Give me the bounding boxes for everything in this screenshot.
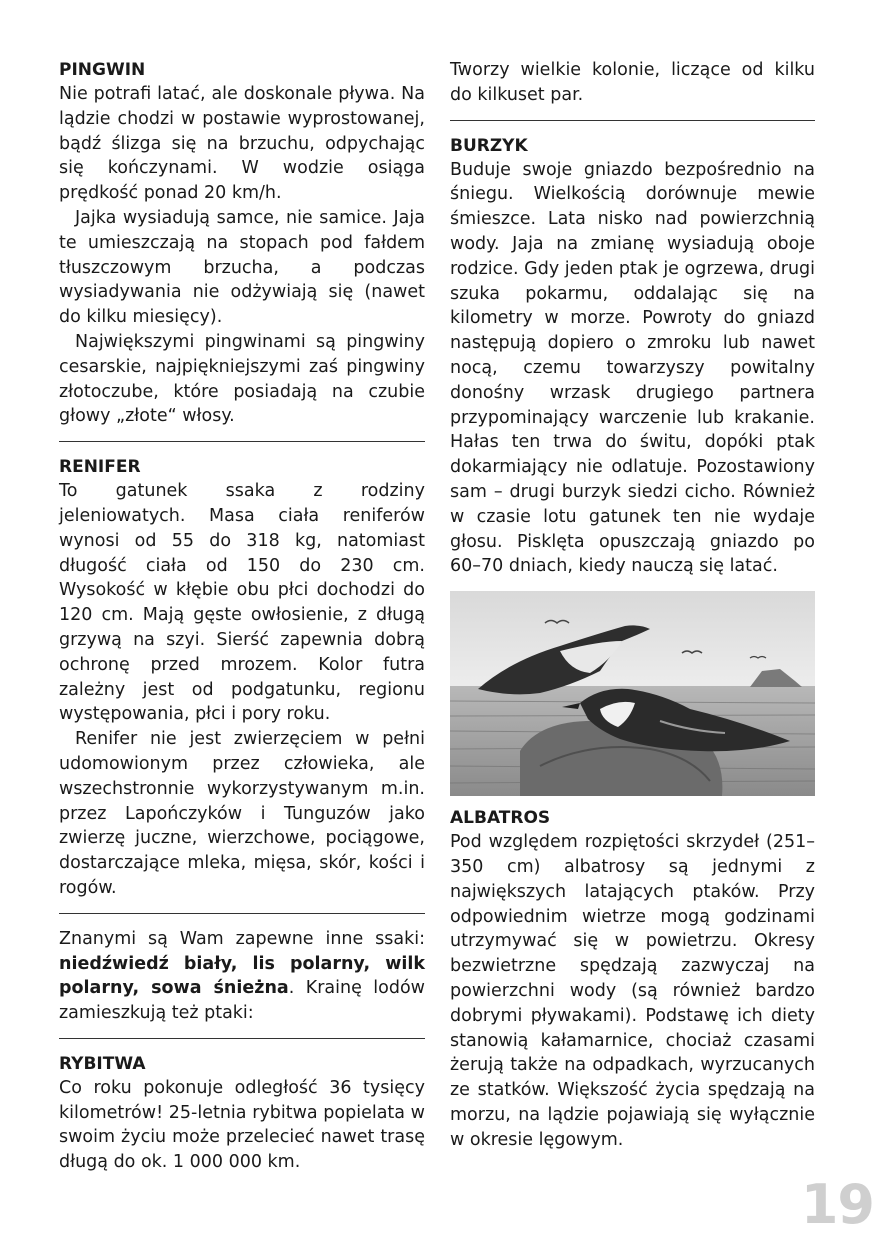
albatros-paragraph-1: Pod względem rozpiętości skrzydeł (251–350 cm) albatrosy są jednymi z największych latających ptaków. Przy odpowiednim wietrze mogą godzinami utrzymywać się w powietrzu. Okresy bezwietrzne spędzają zazwyczaj na powierzchni wody (są również bardzo dobrymi pływakami). Podstawę ich diety stanowią kałamarnice, chociaż czasami żerują także na odpadkach, wyrzucanych ze statków. Większość życia spędzają na morzu, na lądzie pojawiają się wyłącznie w okresie lęgowym.	[450, 832, 815, 1150]
shearwater-illustration	[450, 591, 815, 796]
burzyk-heading: BURZYK	[450, 135, 528, 156]
rybitwa-continuation: Tworzy wielkie kolonie, liczące od kilku do kilkuset par.	[450, 60, 815, 105]
rybitwa-paragraph-1: Co roku pokonuje odległość 36 tysięcy kilometrów! 25-letnia rybitwa popielata w swoim życiu może przelecieć nawet trasę długą do ok. 1 000 000 km.	[59, 1077, 425, 1173]
section-divider	[59, 913, 425, 914]
pingwin-paragraph-1: Nie potrafi latać, ale doskonale pływa. Na lądzie chodzi w postawie wyprostowanej, bądź ślizga się na brzuchu, odpychając się kończynami. W wodzie osiąga prędkość ponad 20 km/h.	[59, 84, 425, 204]
burzyk-paragraph-1: Buduje swoje gniazdo bezpośrednio na śniegu. Wielkością dorównuje mewie śmieszce. Lata nisko nad powierzchnią wody. Jaja na zmianę wysiadują oboje rodzice. Gdy jeden ptak je ogrzewa, drugi szuka pokarmu, oddalając się na kilometry w morze. Powroty do gniazd następują dopiero o zmroku lub nawet nocą, czemu towarzyszy powitalny donośny wrzask drugiego partnera przypominający warczenie lub krakanie. Hałas ten trwa do świtu, dopóki ptak dokarmiający nie odlatuje. Pozostawiony sam – drugi burzyk siedzi cicho. Również w czasie lotu gatunek ten nie wydaje głosu. Pisklęta opuszczają gniazdo po 60–70 dniach, kiedy nauczą się latać.	[450, 159, 816, 577]
section-divider	[59, 1038, 425, 1039]
intro-animals-bold: niedźwiedź biały, lis polarny, wilk polarny, sowa śnieżna	[59, 953, 425, 999]
left-column	[59, 58, 425, 1175]
renifer-paragraph-1: To gatunek ssaka z rodziny jeleniowatych. Masa ciała reniferów wynosi od 55 do 318 kg, natomiast długość ciała od 150 do 230 cm. Wysokość w kłębie obu płci dochodzi do 120 cm. Mają gęste owłosienie, z długą grzywą na szyi. Sierść zapewnia dobrą ochronę przed mrozem. Kolor futra zależny jest od podgatunku, regionu występowania, płci i pory roku.	[59, 481, 425, 725]
right-column	[450, 58, 815, 1153]
renifer-heading: RENIFER	[59, 457, 141, 478]
pingwin-paragraph-3: Największymi pingwinami są pingwiny cesarskie, najpiękniejszymi zaś pingwiny złotoczube, które posiadają na czubie głowy „złote“ włosy.	[59, 331, 425, 427]
page-number: 19	[800, 1173, 874, 1236]
birds-intro-paragraph	[59, 927, 425, 1026]
section-divider	[450, 120, 815, 121]
section-divider	[59, 441, 425, 442]
pingwin-paragraph-2: Jajka wysiadują samce, nie samice. Jaja te umieszczają na stopach pod fałdem tłuszczowym brzucha, a podczas wysiadywania nie odżywiają się (nawet do kilku miesięcy).	[59, 207, 425, 328]
rybitwa-heading: RYBITWA	[59, 1053, 146, 1074]
intro-lead-text: Znanymi są Wam zapewne inne ssaki:	[59, 928, 425, 949]
pingwin-heading: PINGWIN	[59, 60, 146, 80]
intro-tail-text: . Krainę lodów zamieszkują też ptaki:	[59, 978, 425, 1024]
renifer-paragraph-2: Renifer nie jest zwierzęciem w pełni udomowionym przez człowieka, ale wszechstronnie wykorzystywanym m.in. przez Lapończyków i Tunguzów jako zwierzę juczne, wierzchowe, pociągowe, dostarczające mleka, mięsa, skór, kości i rogów.	[59, 729, 425, 898]
albatros-heading: ALBATROS	[450, 808, 551, 829]
